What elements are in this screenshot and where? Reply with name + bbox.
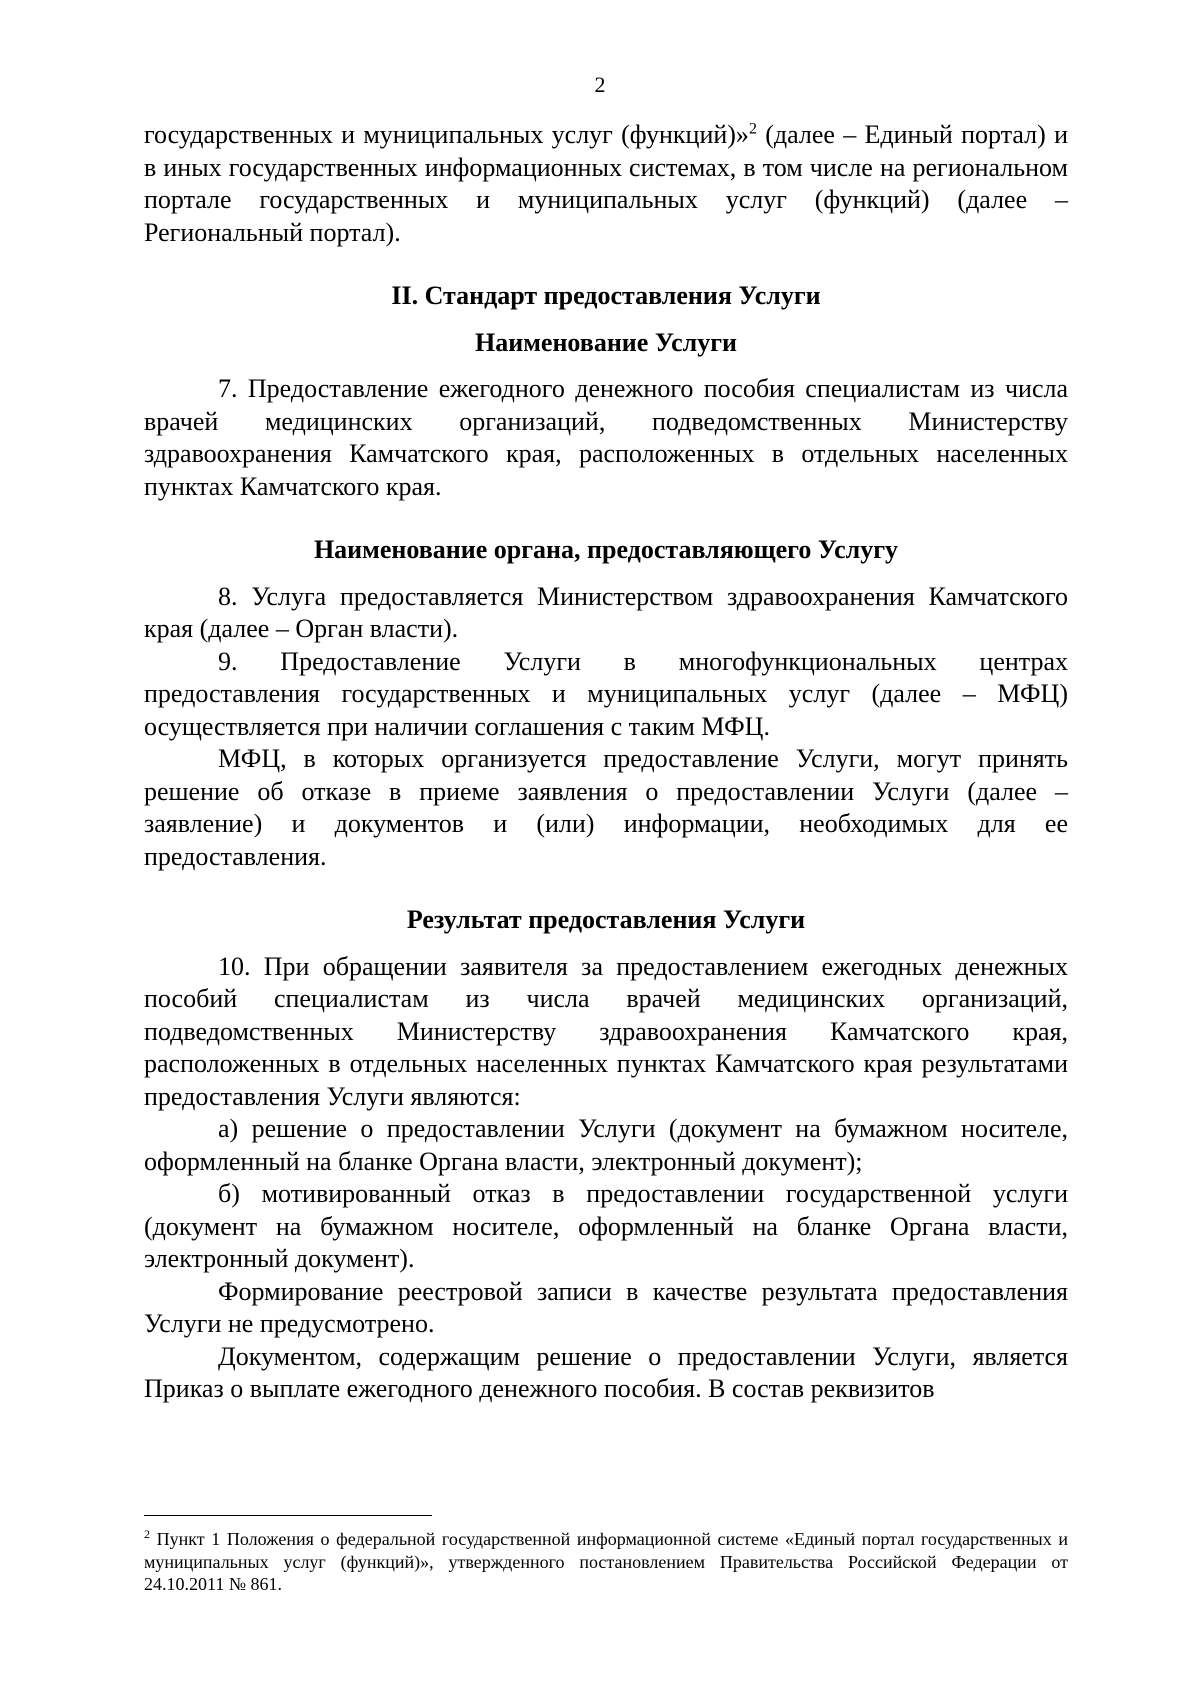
footnote-text: Пункт 1 Положения о федеральной государственной информационной системе «Единый портал государственных и муниципальных услуг (функций)», утвержденного постановлением Правительства Российской Федерации от 24.10.2011 № 861.: [144, 1529, 1068, 1594]
paragraph-10-registry: Формирование реестровой записи в качестве результата предоставления Услуги не предусмотрено.: [144, 1276, 1068, 1338]
document-body: [144, 119, 1068, 1406]
paragraph-10-a: а) решение о предоставлении Услуги (документ на бумажном носителе, оформленный на бланке Органа власти, электронный документ);: [144, 1114, 1068, 1176]
paragraph-9-mfc: МФЦ, в которых организуется предоставление Услуги, могут принять решение об отказе в приеме заявления о предоставлении Услуги (далее – заявление) и документов и (или) информации, необходимых для ее предоставления.: [144, 744, 1068, 871]
footnote: [144, 1528, 1068, 1596]
paragraph-10-document: Документом, содержащим решение о предоставлении Услуги, является Приказ о выплате ежегодного денежного пособия. В состав реквизитов: [144, 1341, 1068, 1403]
intro-paragraph-text: государственных и муниципальных услуг (функций)»: [144, 120, 749, 149]
paragraph-10: 10. При обращении заявителя за предоставлением ежегодных денежных пособий специалистам из числа врачей медицинских организаций, подведомственных Министерству здравоохранения Камчатского края, расположенных в отдельных населенных пунктах Камчатского края результатами предоставления Услуги являются:: [144, 951, 1068, 1111]
paragraph-10-b: б) мотивированный отказ в предоставлении государственной услуги (документ на бумажном носителе, оформленный на бланке Органа власти, электронный документ).: [144, 1179, 1068, 1273]
section-title: II. Стандарт предоставления Услуги: [391, 281, 821, 310]
heading-authority: Наименование органа, предоставляющего Услугу: [313, 535, 899, 564]
intro-paragraph: [144, 119, 1068, 249]
heading-service-name: Наименование Услуги: [474, 327, 738, 357]
paragraph-9: 9. Предоставление Услуги в многофункциональных центрах предоставления государственных и муниципальных услуг (далее – МФЦ) осуществляется при наличии соглашения с таким МФЦ.: [144, 646, 1068, 741]
intro-paragraph-rest: (далее – Единый портал) и в иных государственных информационных системах, в том числе на региональном портале государственных и муниципальных услуг (функций) (далее – Региональный портал).: [144, 120, 1068, 247]
footnote-marker: 2: [144, 1527, 150, 1541]
paragraph-7: 7. Предоставление ежегодного денежного пособия специалистам из числа врачей медицинских организаций, подведомственных Министерству здравоохранения Камчатского края, расположенных в отдельных населенных пунктах Камчатского края.: [144, 374, 1068, 501]
page-number: 2: [594, 72, 606, 97]
paragraph-8: 8. Услуга предоставляется Министерством здравоохранения Камчатского края (далее – Орган власти).: [144, 581, 1068, 643]
footnote-reference: 2: [748, 120, 757, 138]
footnote-separator: [144, 1515, 432, 1516]
heading-result: Результат предоставления Услуги: [406, 905, 806, 934]
